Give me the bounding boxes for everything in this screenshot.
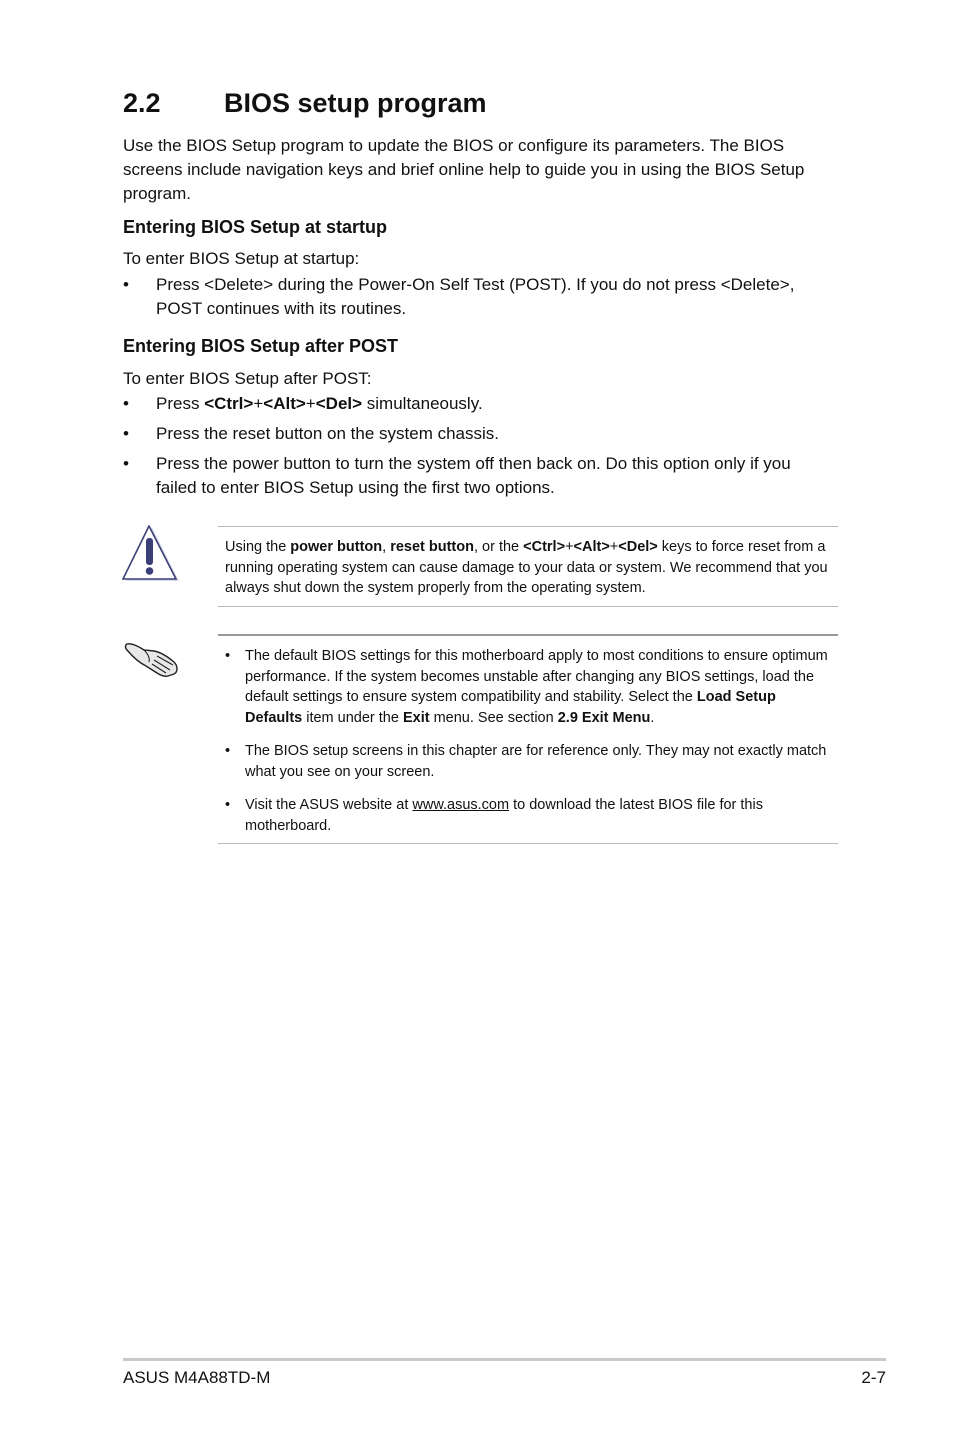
pointing-hand-icon bbox=[124, 640, 180, 682]
key-alt: <Alt> bbox=[263, 394, 306, 413]
list-item bbox=[123, 422, 823, 446]
list-item-text: Press <Ctrl>+<Alt>+<Del> simultaneously. bbox=[156, 394, 483, 413]
bullet: • bbox=[225, 648, 231, 664]
section-number: 2.2 bbox=[123, 88, 161, 118]
list-item bbox=[225, 646, 835, 730]
list-item bbox=[225, 795, 835, 837]
list-item-text: Press <Delete> during the Power-On Self Test (POST). If you do not press <Delete>, POST continues with its routines. bbox=[156, 275, 795, 318]
startup-lead: To enter BIOS Setup at startup: bbox=[123, 249, 360, 268]
bullet: • bbox=[123, 275, 129, 294]
note-bottom-rule bbox=[218, 843, 838, 844]
warning-text: Using the power button, reset button, or the <Ctrl>+<Alt>+<Del> keys to force reset from a running operating system can cause damage to your data or system. We recommend that you always shut down the system properly from the operating system. bbox=[225, 539, 828, 596]
page-number: 2-7 bbox=[861, 1368, 886, 1387]
startup-heading: Entering BIOS Setup at startup bbox=[123, 217, 388, 237]
asus-website-link[interactable]: www.asus.com bbox=[412, 797, 510, 813]
after-post-lead: To enter BIOS Setup after POST: bbox=[123, 369, 372, 388]
bullet: • bbox=[123, 424, 129, 443]
list-item-text: Press the power button to turn the system off then back on. Do this option only if you failed to enter BIOS Setup using the first two options. bbox=[156, 454, 791, 497]
page-title: BIOS setup program bbox=[224, 88, 487, 118]
list-item bbox=[123, 452, 823, 500]
warning-bottom-rule bbox=[218, 606, 838, 607]
bullet: • bbox=[225, 743, 231, 759]
bullet: • bbox=[225, 797, 231, 813]
list-item bbox=[123, 273, 823, 321]
list-item-text: Visit the ASUS website at www.asus.com to download the latest BIOS file for this motherboard. bbox=[245, 797, 763, 834]
warning-top-rule bbox=[218, 526, 838, 527]
list-item bbox=[123, 392, 823, 416]
after-post-heading: Entering BIOS Setup after POST bbox=[123, 336, 399, 356]
intro-paragraph: Use the BIOS Setup program to update the BIOS or configure its parameters. The BIOS screens include navigation keys and brief online help to guide you in using the BIOS Setup program. bbox=[123, 136, 805, 203]
bullet: • bbox=[123, 454, 129, 473]
warning-triangle-icon bbox=[122, 525, 180, 583]
key-ctrl: <Ctrl> bbox=[204, 394, 254, 413]
list-item-text: Press the reset button on the system chassis. bbox=[156, 424, 499, 443]
bullet: • bbox=[123, 394, 129, 413]
key-del: <Del> bbox=[315, 394, 363, 413]
note-top-rule bbox=[218, 634, 838, 636]
footer-product-name: ASUS M4A88TD-M bbox=[123, 1368, 271, 1387]
footer-rule bbox=[123, 1358, 886, 1361]
list-item-text: The BIOS setup screens in this chapter are for reference only. They may not exactly match what you see on your screen. bbox=[245, 743, 827, 780]
list-item bbox=[225, 741, 835, 783]
list-item-text: The default BIOS settings for this motherboard apply to most conditions to ensure optimum performance. If the system becomes unstable after changing any BIOS settings, load the default settings to ensure system compatibility and stability. Select the Load Setup Defaults item under the Exit menu. See section 2.9 Exit Menu. bbox=[245, 648, 828, 726]
